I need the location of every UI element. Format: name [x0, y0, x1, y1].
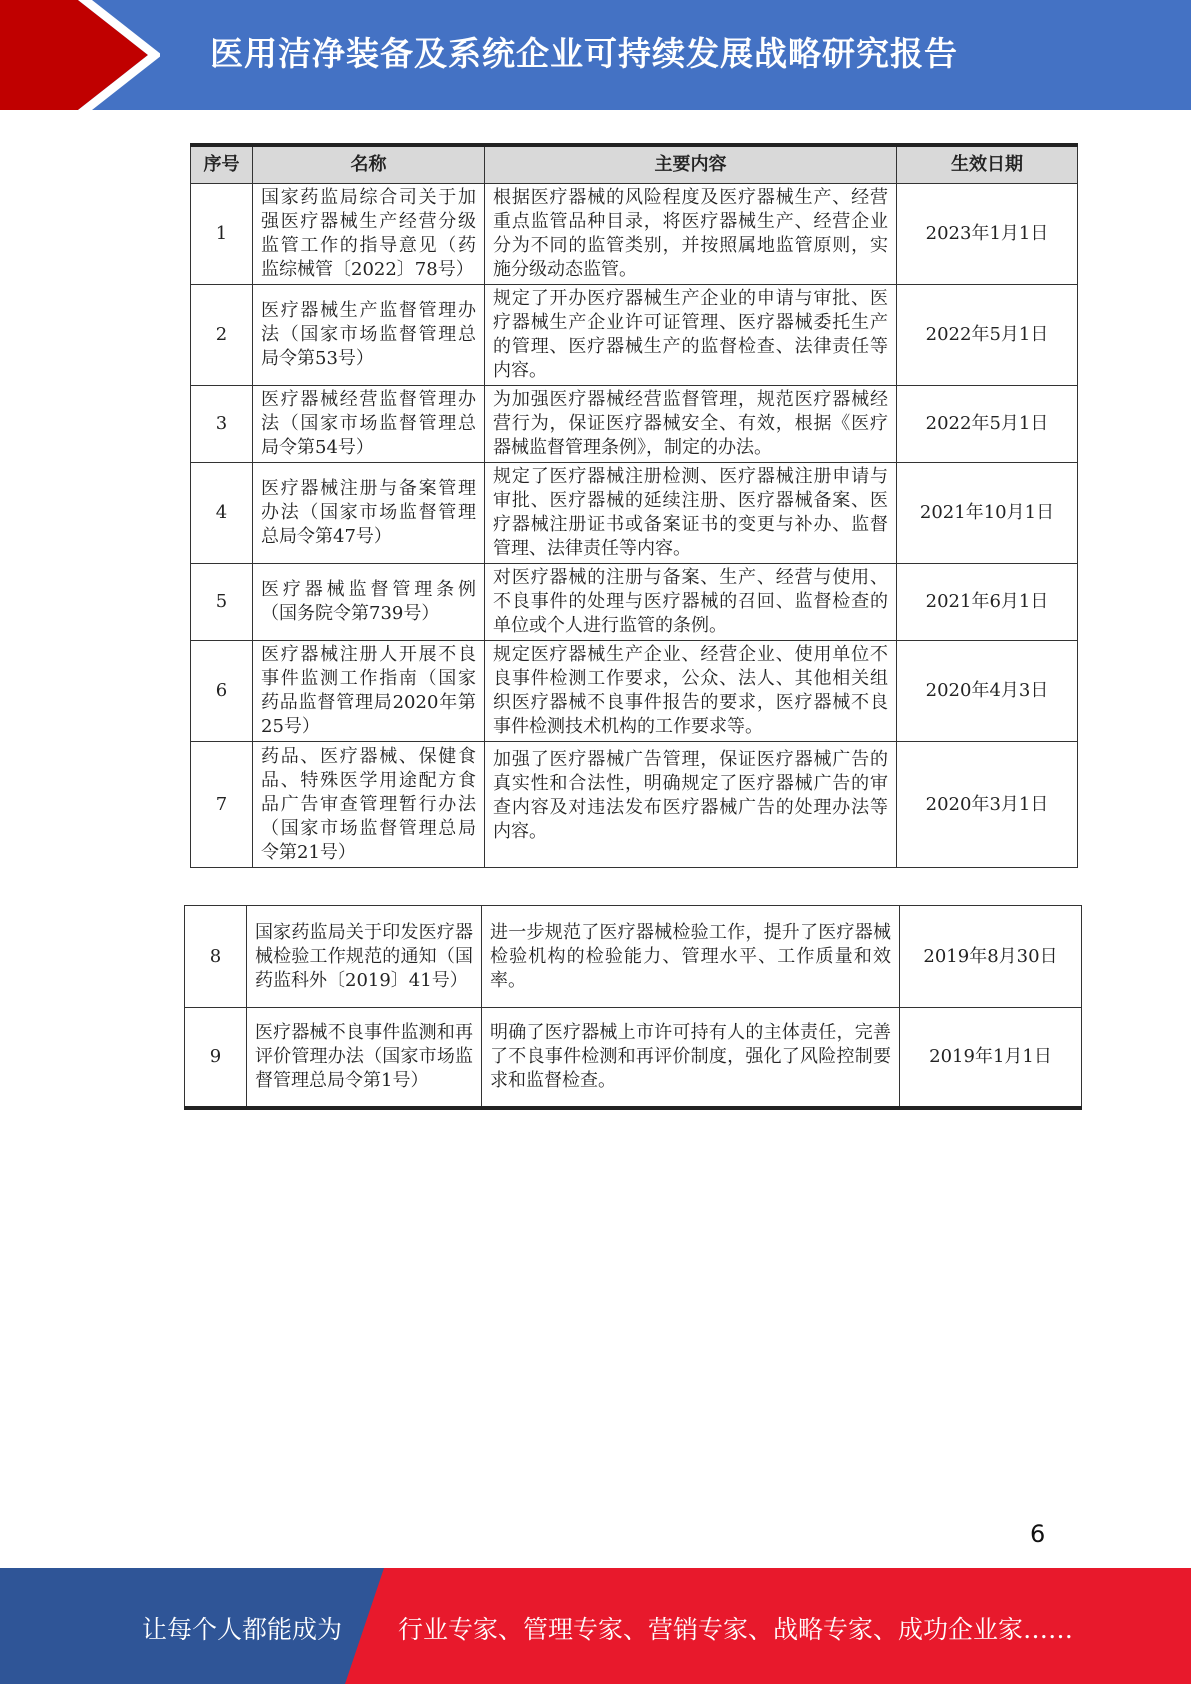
row-number: 6	[191, 641, 253, 742]
table-row	[191, 285, 1078, 386]
effective-date: 2019年8月30日	[900, 906, 1082, 1008]
effective-date: 2021年10月1日	[897, 463, 1078, 564]
row-number: 5	[191, 564, 253, 641]
effective-date: 2022年5月1日	[897, 386, 1078, 463]
regulation-content: 进一步规范了医疗器械检验工作，提升了医疗器械检验机构的检验能力、管理水平、工作质量和效率。	[482, 906, 900, 1008]
effective-date: 2020年4月3日	[897, 641, 1078, 742]
effective-date: 2021年6月1日	[897, 564, 1078, 641]
regulation-content: 加强了医疗器械广告管理，保证医疗器械广告的真实性和合法性，明确规定了医疗器械广告的审查内容及对违法发布医疗器械广告的处理办法等内容。	[485, 742, 897, 868]
regulation-content: 规定了医疗器械注册检测、医疗器械注册申请与审批、医疗器械的延续注册、医疗器械备案、医疗器械注册证书或备案证书的变更与补办、监督管理、法律责任等内容。	[485, 463, 897, 564]
column-header-no: 序号	[191, 145, 253, 184]
row-number: 9	[185, 1008, 247, 1108]
page-footer	[0, 1568, 1191, 1684]
regulations-table	[190, 143, 1078, 868]
row-number: 3	[191, 386, 253, 463]
regulation-content: 对医疗器械的注册与备案、生产、经营与使用、不良事件的处理与医疗器械的召回、监督检查的单位或个人进行监管的条例。	[485, 564, 897, 641]
page-number: 6	[1030, 1520, 1046, 1548]
table-row	[185, 906, 1082, 1008]
table-row	[191, 564, 1078, 641]
column-header-date: 生效日期	[897, 145, 1078, 184]
regulation-name: 医疗器械注册与备案管理办法（国家市场监督管理总局令第47号）	[253, 463, 485, 564]
footer-slogan-right: 行业专家、管理专家、营销专家、战略专家、成功企业家……	[398, 1615, 1074, 1644]
regulation-name: 医疗器械生产监督管理办法（国家市场监督管理总局令第53号）	[253, 285, 485, 386]
regulation-name: 医疗器械经营监督管理办法（国家市场监督管理总局令第54号）	[253, 386, 485, 463]
footer-slogan-left: 让每个人都能成为	[142, 1615, 343, 1644]
effective-date: 2022年5月1日	[897, 285, 1078, 386]
column-header-content: 主要内容	[485, 145, 897, 184]
effective-date: 2020年3月1日	[897, 742, 1078, 868]
page-header	[0, 0, 1191, 110]
row-number: 4	[191, 463, 253, 564]
regulation-name: 医疗器械不良事件监测和再评价管理办法（国家市场监督管理总局令第1号）	[247, 1008, 482, 1108]
table-row	[191, 463, 1078, 564]
regulation-content: 明确了医疗器械上市许可持有人的主体责任，完善了不良事件检测和再评价制度，强化了风险控制要求和监督检查。	[482, 1008, 900, 1108]
table-row	[185, 1008, 1082, 1108]
row-number: 8	[185, 906, 247, 1008]
table-row	[191, 386, 1078, 463]
table-row	[191, 184, 1078, 285]
row-number: 1	[191, 184, 253, 285]
regulation-name: 药品、医疗器械、保健食品、特殊医学用途配方食品广告审查管理暂行办法（国家市场监督管理总局令第21号）	[253, 742, 485, 868]
table-row	[191, 742, 1078, 868]
regulations-table-continued	[184, 905, 1082, 1110]
row-number: 2	[191, 285, 253, 386]
table-header-row	[191, 145, 1078, 184]
regulation-content: 规定医疗器械生产企业、经营企业、使用单位不良事件检测工作要求，公众、法人、其他相关组织医疗器械不良事件报告的要求，医疗器械不良事件检测技术机构的工作要求等。	[485, 641, 897, 742]
regulation-content: 根据医疗器械的风险程度及医疗器械生产、经营重点监管品种目录，将医疗器械生产、经营企业分为不同的监管类别，并按照属地监管原则，实施分级动态监管。	[485, 184, 897, 285]
column-header-name: 名称	[253, 145, 485, 184]
row-number: 7	[191, 742, 253, 868]
regulation-name: 国家药监局综合司关于加强医疗器械生产经营分级监管工作的指导意见（药监综械管〔2022〕78号）	[253, 184, 485, 285]
effective-date: 2023年1月1日	[897, 184, 1078, 285]
regulation-content: 规定了开办医疗器械生产企业的申请与审批、医疗器械生产企业许可证管理、医疗器械委托生产的管理、医疗器械生产的监督检查、法律责任等内容。	[485, 285, 897, 386]
regulation-name: 医疗器械注册人开展不良事件监测工作指南（国家药品监督管理局2020年第25号）	[253, 641, 485, 742]
regulation-content: 为加强医疗器械经营监督管理，规范医疗器械经营行为，保证医疗器械安全、有效，根据《医疗器械监督管理条例》，制定的办法。	[485, 386, 897, 463]
report-title: 医用洁净装备及系统企业可持续发展战略研究报告	[210, 34, 958, 73]
header-arrow-decoration	[0, 0, 160, 110]
table-row	[191, 641, 1078, 742]
regulation-name: 医疗器械监督管理条例（国务院令第739号）	[253, 564, 485, 641]
effective-date: 2019年1月1日	[900, 1008, 1082, 1108]
regulation-name: 国家药监局关于印发医疗器械检验工作规范的通知（国药监科外〔2019〕41号）	[247, 906, 482, 1008]
